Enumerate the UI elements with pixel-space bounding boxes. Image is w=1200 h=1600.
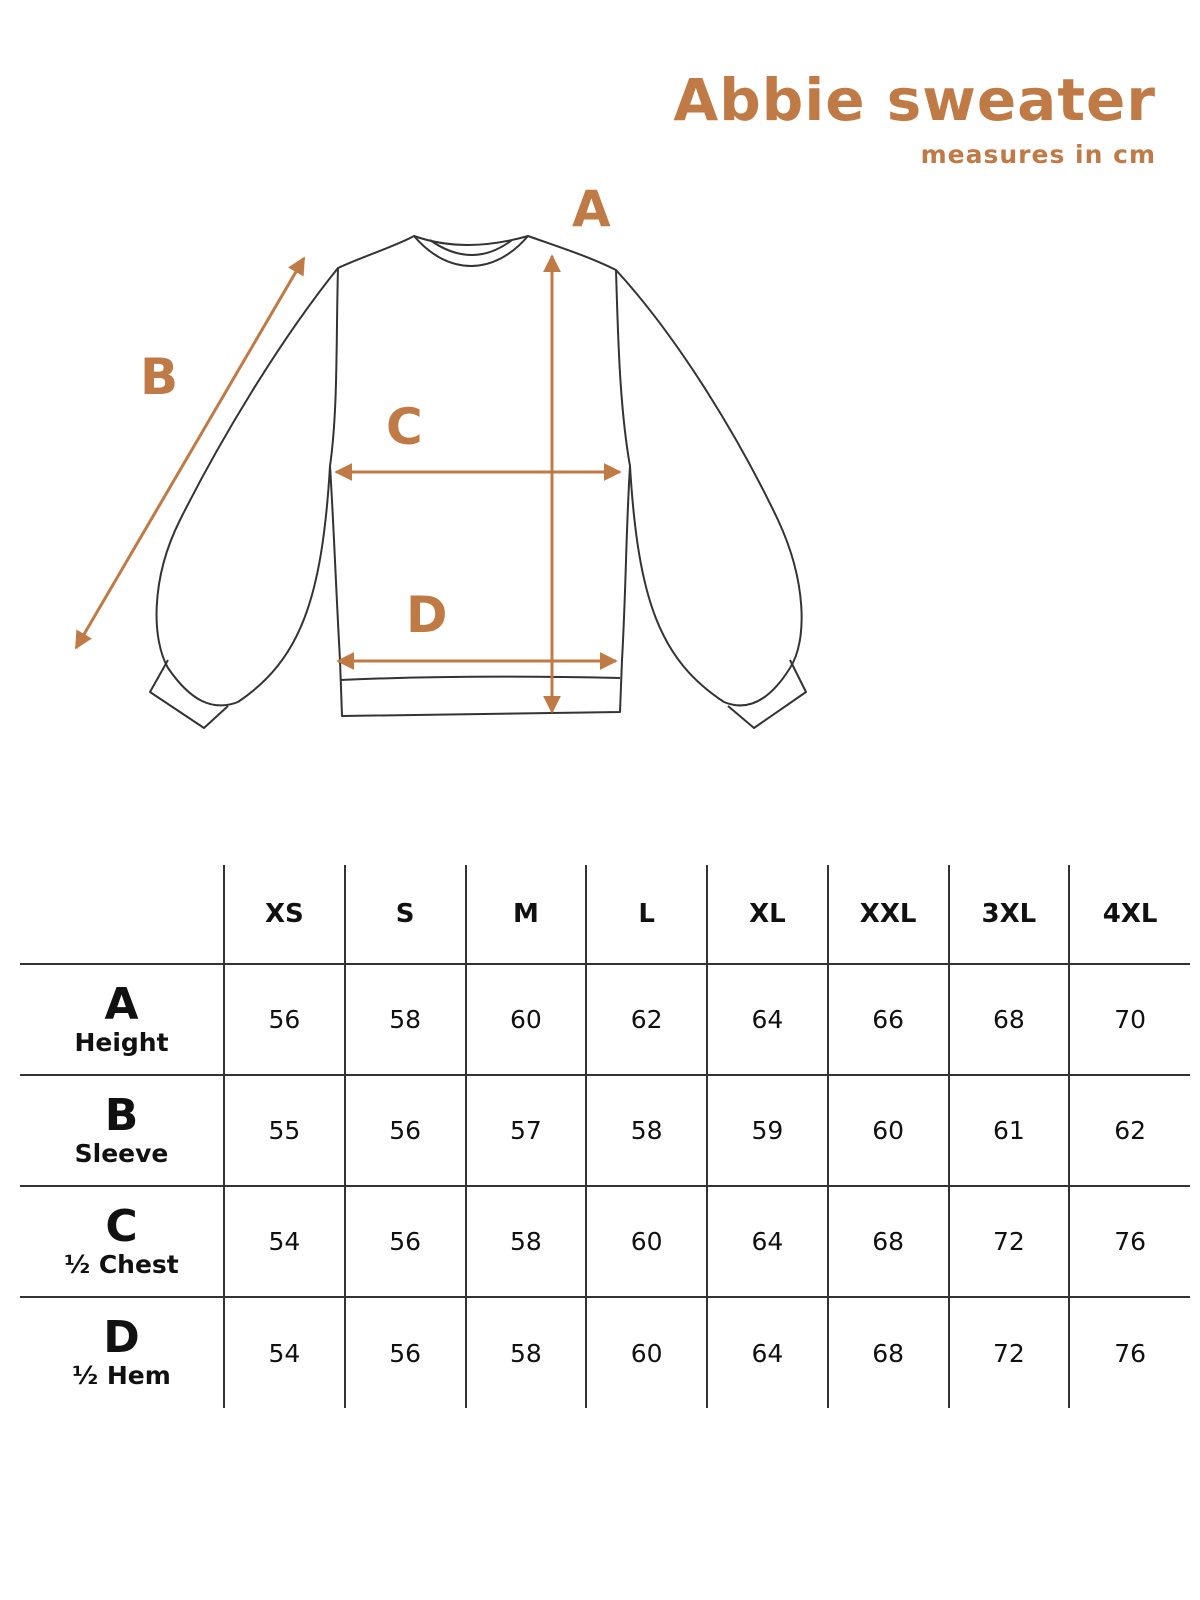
table-cell: 68 xyxy=(949,964,1070,1075)
table-row-sleeve xyxy=(20,1075,1190,1186)
row-header-height xyxy=(20,964,224,1075)
size-header-xl: XL xyxy=(707,865,828,964)
size-header-4xl: 4XL xyxy=(1069,865,1190,964)
table-cell: 54 xyxy=(224,1297,345,1408)
table-cell: 55 xyxy=(224,1075,345,1186)
table-cell: 58 xyxy=(345,964,466,1075)
table-cell: 58 xyxy=(586,1075,707,1186)
table-cell: 58 xyxy=(466,1186,587,1297)
label-c: C xyxy=(386,398,423,456)
right-sleeve-outline xyxy=(616,270,802,705)
label-d: D xyxy=(406,586,448,644)
table-cell: 60 xyxy=(466,964,587,1075)
row-header-hem xyxy=(20,1297,224,1408)
units-subtitle: measures in cm xyxy=(920,140,1156,169)
size-header-3xl: 3XL xyxy=(949,865,1070,964)
table-cell: 60 xyxy=(828,1075,949,1186)
table-cell: 56 xyxy=(345,1075,466,1186)
table-cell: 57 xyxy=(466,1075,587,1186)
sweater-body-outline xyxy=(330,236,630,716)
left-sleeve-outline xyxy=(157,268,338,705)
table-cell: 72 xyxy=(949,1297,1070,1408)
size-header-xxl: XXL xyxy=(828,865,949,964)
label-b: B xyxy=(140,348,179,406)
table-cell: 68 xyxy=(828,1297,949,1408)
table-cell: 64 xyxy=(707,1186,828,1297)
row-letter: B xyxy=(104,1089,139,1141)
size-header-s: S xyxy=(345,865,466,964)
table-cell: 60 xyxy=(586,1186,707,1297)
row-name: ½ Chest xyxy=(64,1249,179,1279)
row-name: ½ Hem xyxy=(72,1361,171,1390)
measurement-arrows xyxy=(76,256,620,712)
left-cuff-outline xyxy=(150,660,228,728)
label-a: A xyxy=(572,180,611,238)
size-header-l: L xyxy=(586,865,707,964)
table-row-hem xyxy=(20,1297,1190,1408)
table-cell: 61 xyxy=(949,1075,1070,1186)
row-letter: D xyxy=(103,1312,140,1363)
table-cell: 66 xyxy=(828,964,949,1075)
sweater-measurement-diagram xyxy=(0,0,1200,780)
table-row-chest xyxy=(20,1186,1190,1297)
row-header-chest xyxy=(20,1186,224,1297)
table-cell: 56 xyxy=(224,964,345,1075)
table-cell: 64 xyxy=(707,964,828,1075)
row-name: Height xyxy=(74,1027,169,1057)
table-row-height xyxy=(20,964,1190,1075)
page-title: Abbie sweater xyxy=(673,66,1156,134)
row-letter: C xyxy=(105,1200,138,1252)
size-header-xs: XS xyxy=(224,865,345,964)
table-cell: 72 xyxy=(949,1186,1070,1297)
table-cell: 64 xyxy=(707,1297,828,1408)
table-cell: 58 xyxy=(466,1297,587,1408)
size-header-m: M xyxy=(466,865,587,964)
table-cell: 56 xyxy=(345,1186,466,1297)
size-chart-table xyxy=(20,865,1190,1408)
table-cell: 68 xyxy=(828,1186,949,1297)
table-cell: 62 xyxy=(1069,1075,1190,1186)
table-cell: 60 xyxy=(586,1297,707,1408)
table-corner-cell xyxy=(20,865,224,964)
table-cell: 56 xyxy=(345,1297,466,1408)
arrow-b-sleeve xyxy=(76,258,304,648)
table-cell: 62 xyxy=(586,964,707,1075)
sweater-outline xyxy=(150,236,806,728)
hem-rib-line xyxy=(340,677,620,680)
table-cell: 76 xyxy=(1069,1186,1190,1297)
table-cell: 59 xyxy=(707,1075,828,1186)
row-letter: A xyxy=(104,978,139,1030)
table-cell: 54 xyxy=(224,1186,345,1297)
row-name: Sleeve xyxy=(74,1138,169,1168)
table-cell: 70 xyxy=(1069,964,1190,1075)
size-header-row xyxy=(20,865,1190,964)
row-header-sleeve xyxy=(20,1075,224,1186)
table-cell: 76 xyxy=(1069,1297,1190,1408)
